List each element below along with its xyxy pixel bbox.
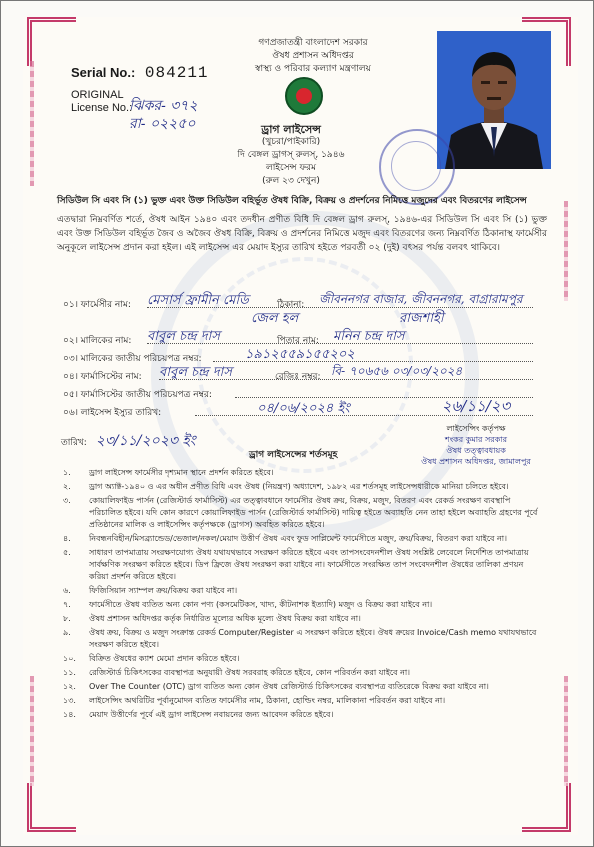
condition-item: ৬. ফিজিসিয়ান স্যাম্পল ক্রয়/বিক্রয় করা যাইবে না।	[63, 586, 238, 595]
field-row	[63, 347, 533, 365]
title-type: (খুচরা/পাইকারি)	[261, 137, 321, 147]
pharmacy-name-value: মেসার্স ফ্রামীন মেডি	[147, 293, 249, 308]
registration-value: বি- ৭০৬৫৬ ০৩/০৩/২০২৪	[331, 364, 463, 378]
issue-date-value: ০৪/০৬/২০২৪ ইং	[257, 401, 350, 416]
field-label: ০৪। ফার্মাসিস্টের নাম:	[63, 372, 142, 382]
field-label: ০১। ফার্মেসীর নাম:	[63, 300, 131, 310]
government-header	[213, 37, 413, 76]
original-label: ORIGINAL	[71, 89, 124, 101]
father-name-value: মনিন চন্দ্র দাস	[333, 329, 405, 344]
conditions-heading: ড্রাগ লাইসেন্সের শর্তসমূহ	[249, 450, 338, 460]
condition-item: ৫. সাধারণ তাপমাত্রায় সংরক্ষণযোগ্য ঔষধ যথাযথভাবে সংরক্ষণ করিতে হইবে এবং তাপসংবেদনশীল ঔষধ সংশ্লিষ্ট লেবেলে নির্দেশিত তাপমাত্রায় সার্বক্ষণিক সংরক্ষণ করিতে হইবে। ডিপ ফ্রিজে ঔষধ সংরক্ষণ করা যাইবে না। ফার্মেসীতে সংরক্ষিত তাপ সংবেদনশীল ঔষধের তালিকা প্রণয়ন করিয়া প্রদর্শন করিতে হইবে।	[63, 548, 529, 581]
address-line2-value: জেল হল	[251, 311, 299, 326]
owner-nid-value: ১৯১২৫৫৯১৫৫২০২	[245, 347, 355, 362]
field-label: ০৫। ফার্মাসিস্টের জাতীয় পরিচয়পত্র নম্বর:	[63, 390, 212, 400]
condition-item: ১৪. মেয়াদ উত্তীর্ণের পূর্বে এই ড্রাগ লাইসেন্স নবায়নের জন্য আবেদন করিতে হইবে।	[63, 710, 334, 719]
license-number-line2: রা- ০২২৫০	[129, 116, 196, 132]
title-rules: দি বেঙ্গল ড্রাগস্ রুলস্, ১৯৪৬	[237, 150, 345, 160]
serial-label: Serial No.:	[71, 65, 136, 80]
border-ornament-bottom-left	[30, 676, 34, 786]
border-ornament-right	[564, 201, 568, 301]
condition-item: ১১. রেজিস্টার্ড চিকিৎসকের ব্যবস্থাপত্র অনুযায়ী ঔষধ সরবরাহ করিতে হইবে, কোন পরিবর্তন করা যাইবে না।	[63, 668, 411, 677]
date-value: ২৩/১১/২০২৩ ইং	[95, 433, 196, 449]
address-label: ঠিকানা:	[277, 300, 305, 310]
govt-line1: গণপ্রজাতন্ত্রী বাংলাদেশ সরকার	[258, 38, 368, 48]
border-ornament-left	[30, 61, 34, 186]
license-paragraph: এতদ্বারা নিম্নবর্ণিত শর্তে, ঔষধ আইন ১৯৪০ এবং তদধীন প্রণীত বিধি দি বেঙ্গল ড্রাগ রুলস্, ১৯৪৬-এর সিডিউল সি এবং সি (১) ভুক্ত এবং উক্ত সিডিউল বহির্ভূত জৈব ও অজৈব ঔষধ বিক্রি, বিক্রয় ও প্রদর্শনের নিমিত্তে মজুদ এবং বিতরণের জন্য নিম্নবর্ণিত ঠিকানাস্থ ফার্মেসীর অনুকূলে লাইসেন্স প্রদান করা হইল। এই লাইসেন্স এর মেয়াদ ইস্যুর তারিখ হইতে পরবর্তী ০২ (দুই) বৎসর পর্যন্ত বলবৎ থাকিবে।	[57, 215, 547, 253]
license-holder-photo	[437, 31, 551, 169]
condition-item: ১২. Over The Counter (OTC) ড্রাগ ব্যতিত অন্য কোন ঔষধ রেজিস্টার্ড চিকিৎসকের ব্যবস্থাপত্র ব্যতিরেকে বিক্রয় করা যাইবে না।	[63, 682, 489, 691]
govt-line2: ঔষধ প্রশাসন অধিদপ্তর	[272, 51, 354, 61]
field-row	[63, 311, 533, 329]
signature-name: শংকর কুমার সরকার	[444, 435, 508, 444]
license-number-line1: ঝিকর- ৩৭২	[129, 98, 198, 114]
condition-item: ১. ড্রাগ লাইসেন্স ফার্মেসীর দৃশ্যমান স্থানে প্রদর্শন করিতে হইবে।	[63, 468, 274, 477]
district-value: রাজশাহী	[399, 311, 444, 326]
signature-role: লাইসেন্সিং কর্তৃপক্ষ	[446, 424, 506, 433]
registration-label: রেজিঃ নম্বর:	[275, 372, 321, 382]
condition-item: ২. ড্রাগ অ্যাক্ট-১৯৪০ ও এর অধীন প্রণীত বিধি এবং ঔষধ (নিয়ন্ত্রণ) অধ্যাদেশ, ১৯৮২ এর শর্তসমূহ লাইসেন্সধারীকে মানিয়া চলিতে হইবে।	[63, 482, 509, 491]
licensing-authority-signature	[401, 397, 551, 467]
signature-office: ঔষধ প্রশাসন অধিদপ্তর, জামালপুর	[421, 457, 531, 466]
field-row	[63, 365, 533, 383]
condition-item: ৮. ঔষধ প্রশাসন অধিদপ্তর কর্তৃক নির্ধারিত মূল্যের অধিক মূল্যে ঔষধ বিক্রয় করা যাইবে না।	[63, 614, 361, 623]
issue-date	[61, 429, 196, 453]
border-corner-bottom-right	[522, 783, 571, 832]
title-form: লাইসেন্স ফরম	[265, 163, 317, 173]
border-corner-bottom-left	[27, 783, 76, 832]
signature-designation: ঔষধ তত্ত্বাবধায়ক	[446, 446, 506, 455]
border-corner-top-left	[27, 17, 76, 66]
condition-item: ৭. ফার্মেসীতে ঔষধ ব্যতিত অন্য কোন পণ্য (কসমেটিকস, খাদ্য, কীটনাশক ইত্যাদি) মজুদ ও বিক্রয় করা যাইবে না।	[63, 600, 433, 609]
condition-item: ৩. কোয়ালিফাইড পার্সন (রেজিস্টার্ড ফার্মাসিস্ট) এর তত্ত্বাবধানে ফার্মেসীর ঔষধ ক্রয়, বিক্রয়, মজুদ, বিতরণ এবং রেকর্ড সংরক্ষণ ব্যবস্থাপি পরিচালিত হইবে। যদি কোন কারণে কোয়ালিফাইড পার্সন (রেজিস্টার্ড ফার্মাসিস্ট) দায়িত্ব হইতে অব্যাহতি নেন তাহা হইলে অব্যাহতি গ্রহণের পূর্বে প্রতিষ্ঠানের মালিক ও লাইসেন্সিং কর্তৃপক্ষকে (ড্রাগস) অবহিত করিতে হইবে।	[63, 496, 538, 529]
serial-value: 084211	[144, 64, 209, 82]
serial-number	[71, 64, 209, 82]
field-label: ০২। মালিকের নাম:	[63, 336, 132, 346]
title-rule-ref: (রুল ২৩ দেখুন)	[262, 176, 320, 186]
field-label: ০৬। লাইসেন্স ইস্যুর তারিখ:	[63, 408, 162, 418]
govt-line3: স্বাস্থ্য ও পরিবার কল্যাণ মন্ত্রণালয়	[255, 64, 371, 74]
date-label: তারিখ:	[61, 438, 87, 448]
condition-item: ১০. বিক্রিত ঔষধের ক্যাশ মেমো প্রদান করিতে হইবে।	[63, 654, 240, 663]
original-license-label	[71, 89, 132, 115]
license-no-label: License No.:	[71, 102, 133, 114]
field-label: ০৩। মালিকের জাতীয় পরিচয়পত্র নম্বর:	[63, 354, 202, 364]
government-emblem-icon	[285, 77, 323, 115]
title-main: ড্রাগ লাইসেন্স	[261, 123, 321, 136]
condition-item: ৪. নিবন্ধনবিহীন/মিসব্র্যান্ডেড/ভেজাল/নকল/মেয়াদ উত্তীর্ণ ঔষধ এবং ফুড সাপ্লিমেন্ট ফার্মেসীতে মজুদ, ক্রয়/বিক্রয়, বিতরণ করা যাইবে না।	[63, 534, 507, 543]
border-ornament-bottom-right	[564, 676, 568, 786]
condition-item: ৯. ঔষধ ক্রয়, বিক্রয় ও মজুদ সংক্রান্ত রেকর্ড Computer/Register এ সংরক্ষণ করিতে হইবে। ঔষধ ক্রয়ের Invoice/Cash memo যথাযথভাবে সংরক্ষণ করিতে হইবে।	[63, 628, 537, 649]
father-name-label: পিতার নাম:	[277, 336, 319, 346]
signature-handwritten: ২৬/১১/২৩	[441, 397, 511, 415]
condition-item: ১৩. লাইসেন্সিং অথরিটির পূর্বানুমোদন ব্যতিত ফার্মেসীর নাম, ঠিকানা, হোল্ডিং নম্বর, মালিকানা পরিবর্তন করা যাইবে না।	[63, 696, 446, 705]
pharmacist-name-value: বাবুল চন্দ্র দাস	[159, 365, 232, 380]
address-value: জীবননগর বাজার, জীবননগর, বাগ্রারামপুর	[319, 292, 523, 306]
owner-name-value: বাবুল চন্দ্র দাস	[147, 329, 220, 344]
conditions-list	[63, 467, 541, 723]
license-heading: সিডিউল সি এবং সি (১) ভুক্ত এবং উক্ত সিডিউল বহির্ভূত ঔষধ বিক্রি, বিক্রয় ও প্রদর্শনের নিমিত্তে মজুদের এবং বিতরণের লাইসেন্স	[57, 196, 527, 206]
